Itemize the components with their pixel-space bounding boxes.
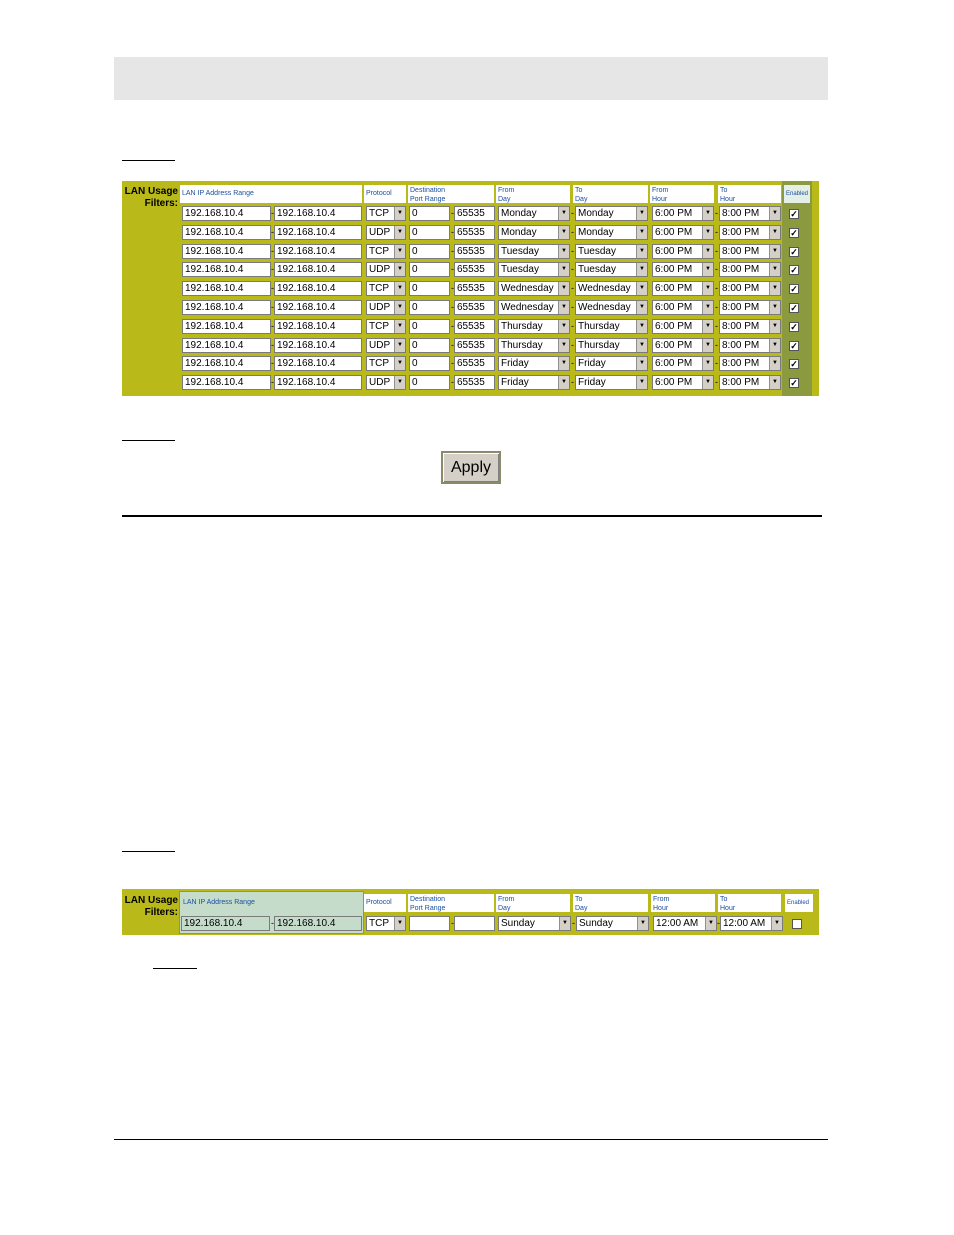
from-hour-select[interactable]: 6:00 PM ▼ [652, 319, 714, 334]
from-hour-select[interactable]: 6:00 PM ▼ [652, 225, 714, 240]
ip-end-field[interactable]: 192.168.10.4 [274, 338, 362, 353]
chevron-down-icon: ▼ [636, 263, 647, 276]
chevron-down-icon: ▼ [394, 245, 405, 258]
from-day-select[interactable]: Monday ▼ [498, 225, 570, 240]
from-hour-select[interactable]: 6:00 PM ▼ [652, 338, 714, 353]
chevron-down-icon: ▼ [769, 320, 780, 333]
range-dash: - [571, 264, 574, 274]
port-start-field[interactable]: 0 [409, 281, 450, 296]
to-day-select[interactable]: Friday ▼ [575, 375, 648, 390]
protocol-select[interactable]: TCP ▼ [366, 244, 406, 259]
chevron-down-icon: ▼ [636, 207, 647, 220]
range-dash: - [271, 377, 274, 387]
chevron-down-icon: ▼ [636, 301, 647, 314]
to-day-select[interactable]: Thursday ▼ [575, 338, 648, 353]
header-to-day: To Day [573, 894, 648, 912]
enabled-checkbox[interactable]: ✓ [790, 209, 798, 219]
header-protocol: Protocol [364, 894, 406, 912]
chevron-down-icon: ▼ [702, 320, 713, 333]
from-hour-select[interactable]: 6:00 PM ▼ [652, 356, 714, 371]
step-underline-3 [122, 851, 175, 852]
chevron-down-icon: ▼ [558, 376, 569, 389]
chevron-down-icon: ▼ [769, 282, 780, 295]
range-dash: - [717, 918, 720, 928]
enabled-checkbox[interactable]: ✓ [790, 359, 798, 369]
chevron-down-icon: ▼ [394, 207, 405, 220]
to-day-select[interactable]: Wednesday ▼ [575, 300, 648, 315]
from-day-select[interactable]: Sunday ▼ [498, 916, 571, 931]
range-dash: - [571, 246, 574, 256]
header-to-day: To Day [573, 185, 648, 203]
from-hour-select[interactable]: 6:00 PM ▼ [652, 244, 714, 259]
ip-start-field[interactable]: 192.168.10.4 [182, 206, 271, 221]
port-end-field[interactable]: 65535 [454, 356, 495, 371]
range-dash: - [571, 302, 574, 312]
range-dash: - [271, 264, 274, 274]
range-dash: - [715, 208, 718, 218]
range-dash: - [571, 340, 574, 350]
range-dash: - [715, 377, 718, 387]
from-day-select[interactable]: Friday ▼ [498, 375, 570, 390]
chevron-down-icon: ▼ [394, 357, 405, 370]
chevron-down-icon: ▼ [394, 376, 405, 389]
protocol-select[interactable]: UDP ▼ [366, 375, 406, 390]
panel-label: LAN Usage Filters: [124, 186, 178, 209]
ip-start-field[interactable]: 192.168.10.4 [181, 916, 270, 931]
section-divider [122, 515, 822, 517]
to-hour-select[interactable]: 8:00 PM ▼ [719, 262, 781, 277]
step-underline-2 [122, 440, 175, 441]
page-header-bar [114, 57, 828, 100]
to-day-select[interactable]: Thursday ▼ [575, 319, 648, 334]
range-dash: - [451, 321, 454, 331]
from-hour-select[interactable]: 6:00 PM ▼ [652, 300, 714, 315]
header-from-day: From Day [496, 894, 570, 912]
header-enabled: Enabled [784, 185, 810, 203]
enabled-checkbox[interactable]: ✓ [790, 303, 798, 313]
chevron-down-icon: ▼ [636, 226, 647, 239]
chevron-down-icon: ▼ [394, 226, 405, 239]
header-from-hour: From Hour [650, 185, 714, 203]
to-hour-select[interactable]: 8:00 PM ▼ [719, 338, 781, 353]
header-to-hour: To Hour [718, 185, 781, 203]
ip-start-field[interactable]: 192.168.10.4 [182, 338, 271, 353]
ip-end-field[interactable]: 192.168.10.4 [274, 281, 362, 296]
range-dash: - [451, 283, 454, 293]
range-dash: - [715, 246, 718, 256]
range-dash: - [451, 302, 454, 312]
to-hour-select[interactable]: 8:00 PM ▼ [719, 319, 781, 334]
to-hour-select[interactable]: 8:00 PM ▼ [719, 356, 781, 371]
protocol-select[interactable]: TCP ▼ [366, 356, 406, 371]
chevron-down-icon: ▼ [558, 263, 569, 276]
range-dash: - [451, 264, 454, 274]
lan-usage-filters-panel [122, 181, 819, 396]
apply-button[interactable]: Apply [441, 451, 501, 484]
port-start-field[interactable]: 0 [409, 206, 450, 221]
port-end-field[interactable]: 65535 [454, 375, 495, 390]
from-day-select[interactable]: Thursday ▼ [498, 338, 570, 353]
chevron-down-icon: ▼ [769, 226, 780, 239]
chevron-down-icon: ▼ [705, 917, 716, 930]
chevron-down-icon: ▼ [394, 339, 405, 352]
range-dash: - [571, 208, 574, 218]
range-dash: - [451, 918, 454, 928]
chevron-down-icon: ▼ [771, 917, 782, 930]
chevron-down-icon: ▼ [394, 917, 405, 930]
lan-usage-filters-panel-2 [122, 889, 819, 935]
chevron-down-icon: ▼ [636, 282, 647, 295]
chevron-down-icon: ▼ [558, 207, 569, 220]
chevron-down-icon: ▼ [558, 320, 569, 333]
chevron-down-icon: ▼ [769, 357, 780, 370]
ip-end-field[interactable]: 192.168.10.4 [274, 225, 362, 240]
port-start-field[interactable]: 0 [409, 319, 450, 334]
from-hour-select[interactable]: 6:00 PM ▼ [652, 375, 714, 390]
range-dash: - [571, 377, 574, 387]
chevron-down-icon: ▼ [702, 263, 713, 276]
from-day-select[interactable]: Tuesday ▼ [498, 262, 570, 277]
ip-end-field[interactable]: 192.168.10.4 [274, 244, 362, 259]
to-hour-select[interactable]: 12:00 AM ▼ [720, 916, 783, 931]
to-day-select[interactable]: Wednesday ▼ [575, 281, 648, 296]
protocol-select[interactable]: UDP ▼ [366, 338, 406, 353]
range-dash: - [715, 340, 718, 350]
header-to-hour: To Hour [718, 894, 781, 912]
header-destination-port-range: Destination Port Range [408, 894, 494, 912]
port-start-field[interactable]: 0 [409, 375, 450, 390]
range-dash: - [271, 246, 274, 256]
to-hour-select[interactable]: 8:00 PM ▼ [719, 244, 781, 259]
chevron-down-icon: ▼ [558, 282, 569, 295]
port-start-field[interactable]: 0 [409, 225, 450, 240]
to-day-select[interactable]: Monday ▼ [575, 206, 648, 221]
header-from-day: From Day [496, 185, 570, 203]
header-destination-port-range: Destination Port Range [408, 185, 494, 203]
port-end-field[interactable]: 65535 [454, 262, 495, 277]
from-hour-select[interactable]: 6:00 PM ▼ [652, 262, 714, 277]
enabled-checkbox[interactable]: ✓ [790, 341, 798, 351]
range-dash: - [451, 377, 454, 387]
protocol-select[interactable]: TCP ▼ [366, 319, 406, 334]
ip-start-field[interactable]: 192.168.10.4 [182, 375, 271, 390]
chevron-down-icon: ▼ [394, 263, 405, 276]
port-start-field[interactable]: 0 [409, 338, 450, 353]
enabled-checkbox[interactable]: ✓ [790, 247, 798, 257]
port-end-field[interactable]: 65535 [454, 300, 495, 315]
chevron-down-icon: ▼ [558, 339, 569, 352]
to-day-select[interactable]: Sunday ▼ [576, 916, 649, 931]
to-hour-select[interactable]: 8:00 PM ▼ [719, 375, 781, 390]
to-hour-select[interactable]: 8:00 PM ▼ [719, 225, 781, 240]
port-start-field[interactable]: 0 [409, 244, 450, 259]
from-day-select[interactable]: Friday ▼ [498, 356, 570, 371]
port-end-field[interactable]: 65535 [454, 225, 495, 240]
port-end-field[interactable] [454, 916, 495, 931]
chevron-down-icon: ▼ [769, 339, 780, 352]
ip-start-field[interactable]: 192.168.10.4 [182, 356, 271, 371]
to-hour-select[interactable]: 8:00 PM ▼ [719, 206, 781, 221]
protocol-select[interactable]: UDP ▼ [366, 262, 406, 277]
range-dash: - [271, 283, 274, 293]
protocol-select[interactable]: TCP ▼ [366, 916, 406, 931]
protocol-select[interactable]: UDP ▼ [366, 300, 406, 315]
to-hour-select[interactable]: 8:00 PM ▼ [719, 281, 781, 296]
header-from-hour: From Hour [651, 894, 715, 912]
range-dash: - [451, 340, 454, 350]
range-dash: - [715, 227, 718, 237]
chevron-down-icon: ▼ [702, 282, 713, 295]
port-start-field[interactable]: 0 [409, 262, 450, 277]
chevron-down-icon: ▼ [559, 917, 570, 930]
to-day-select[interactable]: Monday ▼ [575, 225, 648, 240]
to-day-select[interactable]: Tuesday ▼ [575, 262, 648, 277]
chevron-down-icon: ▼ [702, 376, 713, 389]
ip-start-field[interactable]: 192.168.10.4 [182, 300, 271, 315]
range-dash: - [271, 918, 274, 928]
ip-start-field[interactable]: 192.168.10.4 [182, 281, 271, 296]
chevron-down-icon: ▼ [702, 339, 713, 352]
ip-end-field[interactable]: 192.168.10.4 [274, 300, 362, 315]
footer-rule [114, 1139, 828, 1140]
chevron-down-icon: ▼ [769, 245, 780, 258]
step-underline-4 [153, 968, 197, 969]
port-end-field[interactable]: 65535 [454, 281, 495, 296]
range-dash: - [715, 283, 718, 293]
from-hour-select[interactable]: 6:00 PM ▼ [652, 206, 714, 221]
range-dash: - [571, 283, 574, 293]
range-dash: - [271, 208, 274, 218]
enabled-checkbox[interactable]: ✓ [790, 228, 798, 238]
chevron-down-icon: ▼ [394, 282, 405, 295]
range-dash: - [271, 358, 274, 368]
chevron-down-icon: ▼ [769, 301, 780, 314]
chevron-down-icon: ▼ [769, 207, 780, 220]
port-start-field[interactable]: 0 [409, 356, 450, 371]
chevron-down-icon: ▼ [636, 357, 647, 370]
range-dash: - [271, 227, 274, 237]
chevron-down-icon: ▼ [702, 207, 713, 220]
enabled-checkbox[interactable]: ✓ [790, 322, 798, 332]
port-start-field[interactable]: 0 [409, 300, 450, 315]
range-dash: - [451, 246, 454, 256]
range-dash: - [451, 358, 454, 368]
ip-start-field[interactable]: 192.168.10.4 [182, 262, 271, 277]
chevron-down-icon: ▼ [558, 301, 569, 314]
chevron-down-icon: ▼ [558, 245, 569, 258]
from-hour-select[interactable]: 12:00 AM ▼ [653, 916, 717, 931]
from-day-select[interactable]: Tuesday ▼ [498, 244, 570, 259]
chevron-down-icon: ▼ [702, 226, 713, 239]
range-dash: - [715, 264, 718, 274]
range-dash: - [271, 321, 274, 331]
range-dash: - [572, 918, 575, 928]
protocol-select[interactable]: UDP ▼ [366, 225, 406, 240]
range-dash: - [451, 227, 454, 237]
chevron-down-icon: ▼ [636, 339, 647, 352]
from-hour-select[interactable]: 6:00 PM ▼ [652, 281, 714, 296]
chevron-down-icon: ▼ [769, 263, 780, 276]
range-dash: - [271, 302, 274, 312]
chevron-down-icon: ▼ [636, 376, 647, 389]
range-dash: - [451, 208, 454, 218]
chevron-down-icon: ▼ [769, 376, 780, 389]
port-end-field[interactable]: 65535 [454, 338, 495, 353]
ip-end-field[interactable]: 192.168.10.4 [274, 356, 362, 371]
port-start-field[interactable] [409, 916, 450, 931]
protocol-select[interactable]: TCP ▼ [366, 206, 406, 221]
from-day-select[interactable]: Wednesday ▼ [498, 300, 570, 315]
ip-start-field[interactable]: 192.168.10.4 [182, 244, 271, 259]
ip-end-field[interactable]: 192.168.10.4 [274, 916, 362, 931]
to-hour-select[interactable]: 8:00 PM ▼ [719, 300, 781, 315]
ip-start-field[interactable]: 192.168.10.4 [182, 319, 271, 334]
range-dash: - [271, 340, 274, 350]
to-day-select[interactable]: Friday ▼ [575, 356, 648, 371]
chevron-down-icon: ▼ [702, 357, 713, 370]
chevron-down-icon: ▼ [636, 245, 647, 258]
enabled-checkbox[interactable]: ✓ [790, 378, 798, 388]
chevron-down-icon: ▼ [394, 301, 405, 314]
range-dash: - [715, 302, 718, 312]
port-end-field[interactable]: 65535 [454, 319, 495, 334]
step-underline-1 [122, 160, 175, 161]
header-ip-range: LAN IP Address Range [181, 894, 361, 912]
chevron-down-icon: ▼ [702, 301, 713, 314]
range-dash: - [571, 358, 574, 368]
range-dash: - [715, 358, 718, 368]
ip-end-field[interactable]: 192.168.10.4 [274, 375, 362, 390]
from-day-select[interactable]: Monday ▼ [498, 206, 570, 221]
protocol-select[interactable]: TCP ▼ [366, 281, 406, 296]
chevron-down-icon: ▼ [558, 226, 569, 239]
range-dash: - [571, 227, 574, 237]
chevron-down-icon: ▼ [636, 320, 647, 333]
ip-end-field[interactable]: 192.168.10.4 [274, 206, 362, 221]
chevron-down-icon: ▼ [702, 245, 713, 258]
port-end-field[interactable]: 65535 [454, 244, 495, 259]
chevron-down-icon: ▼ [637, 917, 648, 930]
enabled-checkbox[interactable]: ✓ [790, 265, 798, 275]
from-day-select[interactable]: Thursday ▼ [498, 319, 570, 334]
enabled-checkbox[interactable] [792, 919, 802, 929]
ip-end-field[interactable]: 192.168.10.4 [274, 262, 362, 277]
enabled-checkbox[interactable]: ✓ [790, 284, 798, 294]
panel-label: LAN Usage Filters: [124, 895, 178, 918]
header-protocol: Protocol [364, 185, 406, 203]
header-enabled: Enabled [785, 894, 813, 912]
to-day-select[interactable]: Tuesday ▼ [575, 244, 648, 259]
from-day-select[interactable]: Wednesday ▼ [498, 281, 570, 296]
port-end-field[interactable]: 65535 [454, 206, 495, 221]
chevron-down-icon: ▼ [558, 357, 569, 370]
range-dash: - [715, 321, 718, 331]
chevron-down-icon: ▼ [394, 320, 405, 333]
ip-end-field[interactable]: 192.168.10.4 [274, 319, 362, 334]
range-dash: - [571, 321, 574, 331]
ip-start-field[interactable]: 192.168.10.4 [182, 225, 271, 240]
header-ip-range: LAN IP Address Range [180, 185, 362, 203]
